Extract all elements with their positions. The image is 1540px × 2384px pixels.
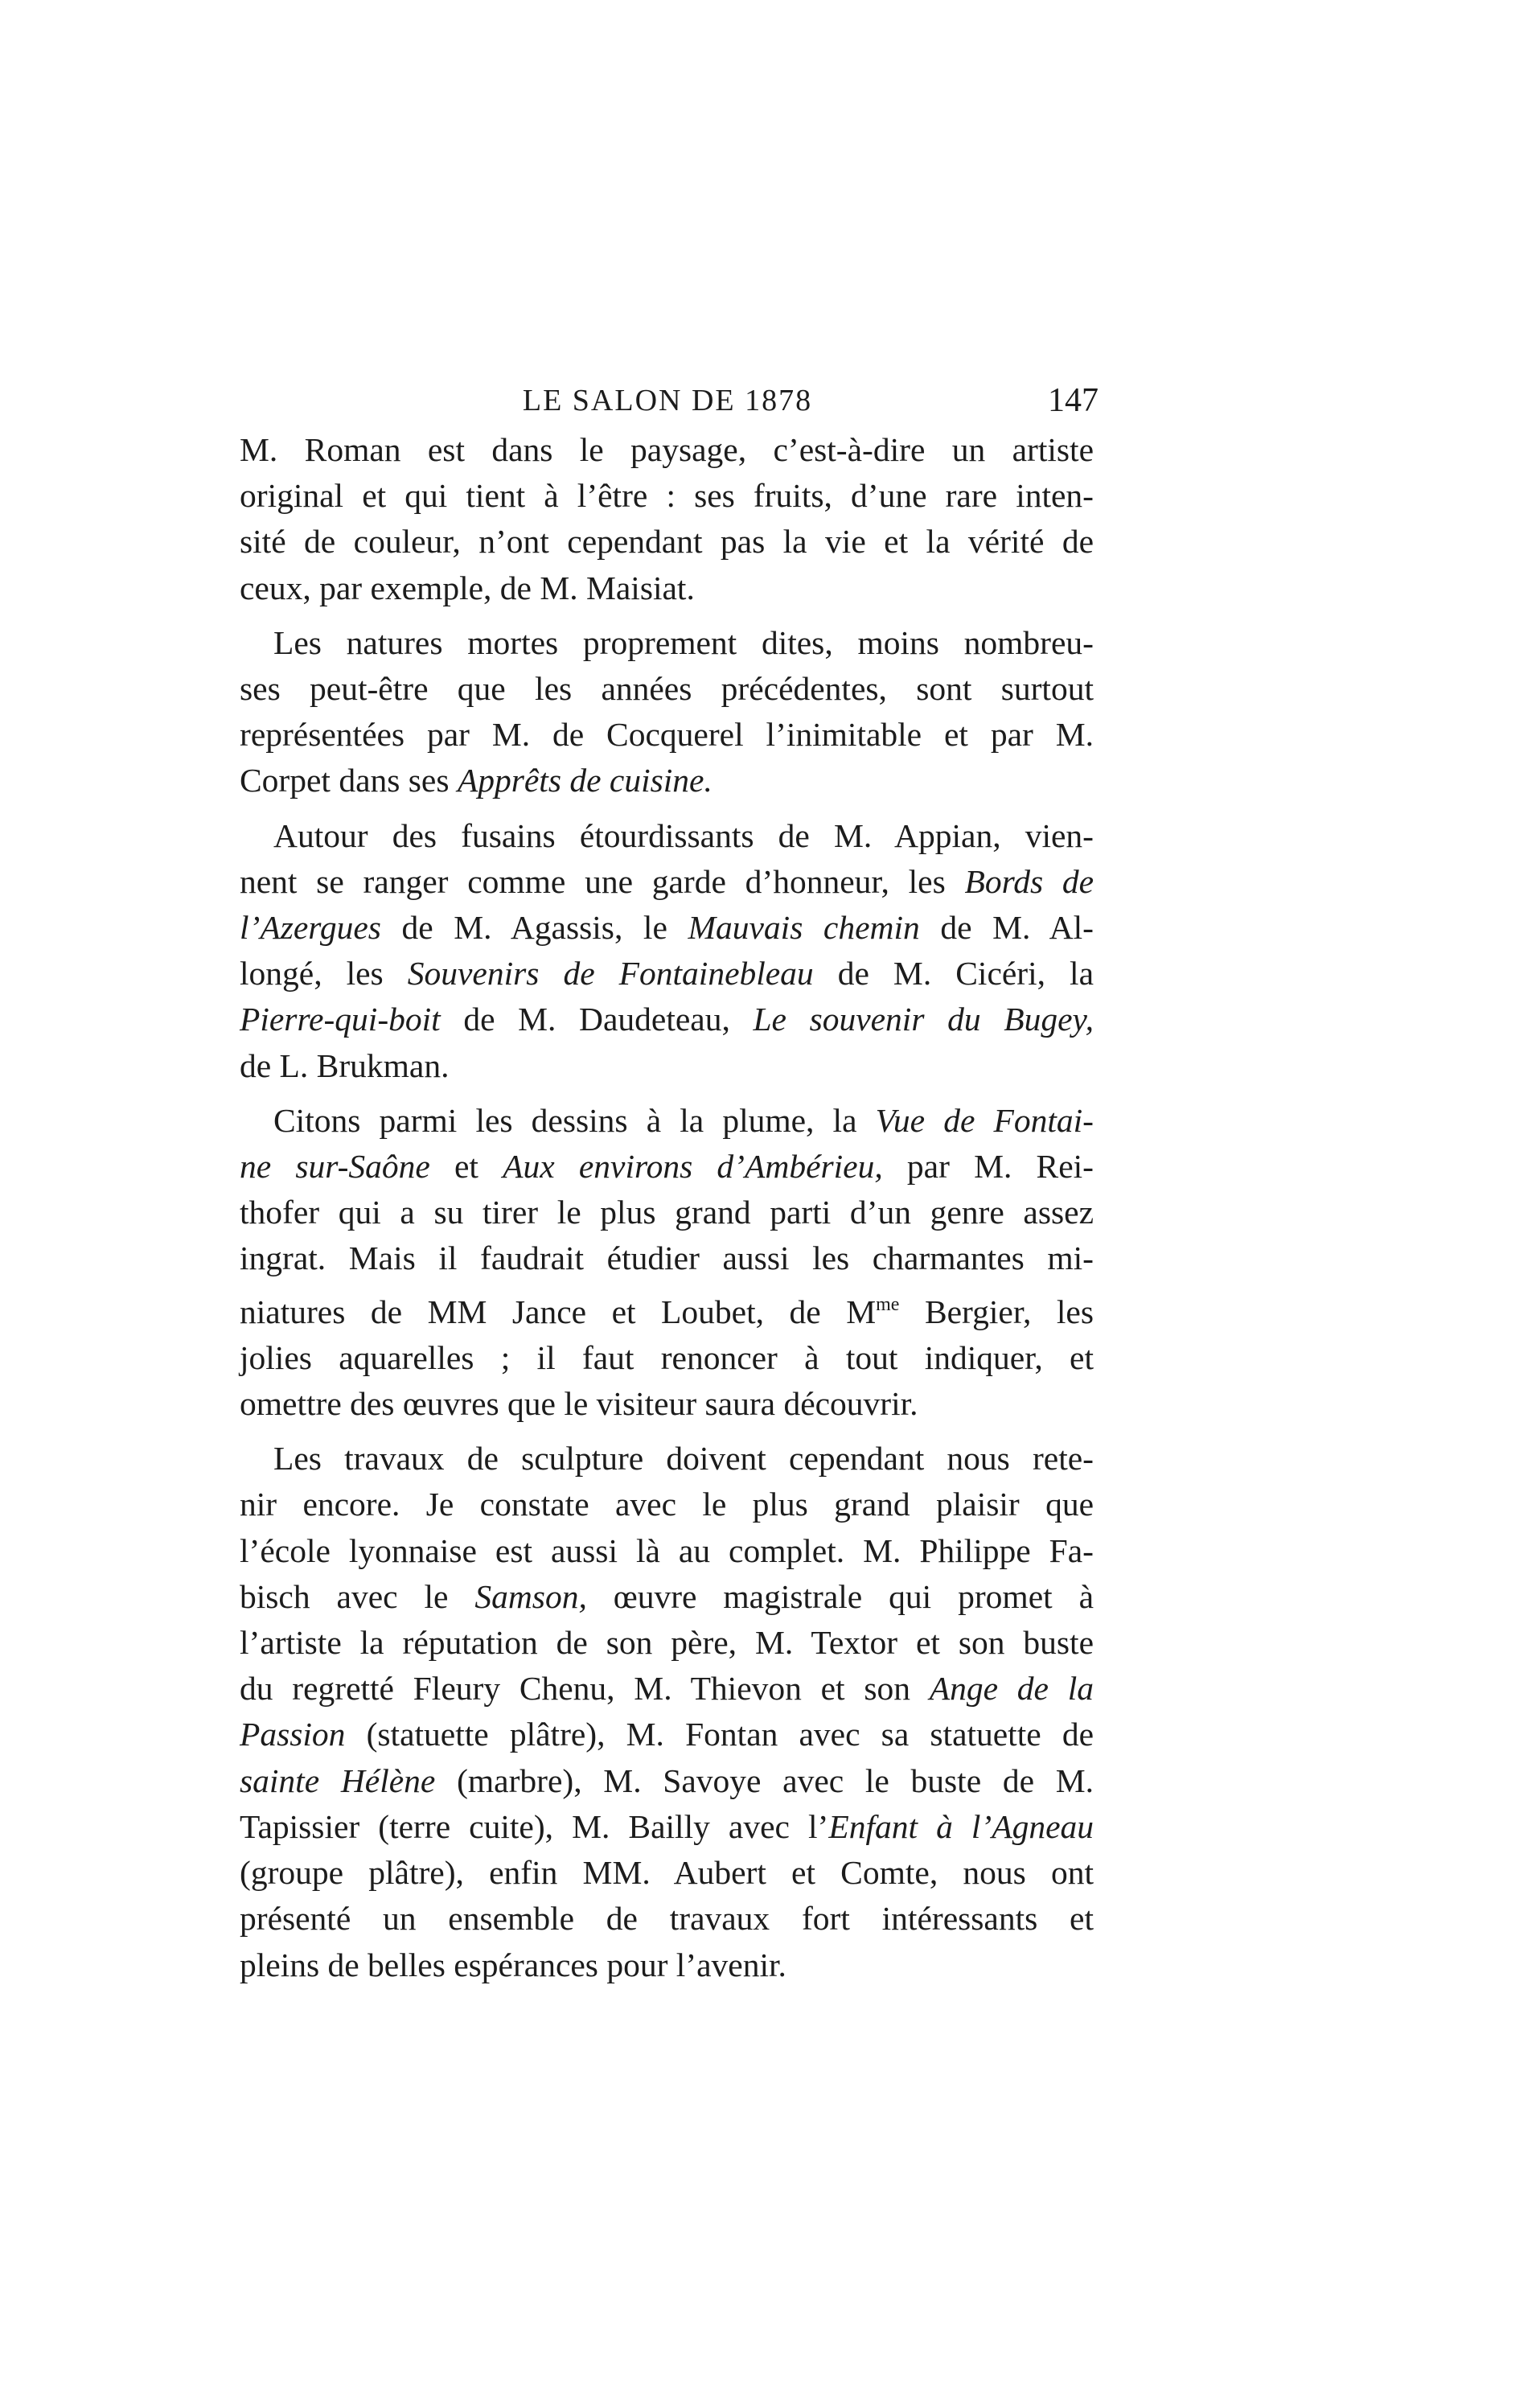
body-text (240, 427, 1094, 1997)
text-run: M. Roman est dans le paysage, c’est-à-dire un artiste (240, 431, 1094, 468)
text-run: nir encore. Je constate avec le plus grand plaisir que (240, 1486, 1094, 1523)
text-run: du regretté Fleury Chenu, M. Thievon et son (240, 1670, 930, 1708)
text-line (240, 813, 1094, 859)
text-line (240, 1436, 1094, 1482)
text-run: l’artiste la réputation de son père, M. Textor et son buste (240, 1624, 1094, 1662)
paragraph (240, 427, 1094, 611)
text-run: de M. Al- (919, 909, 1094, 947)
text-line (240, 712, 1094, 758)
text-line (240, 1896, 1094, 1942)
text-run: Corpet dans ses (240, 762, 458, 799)
page-number: 147 (1048, 382, 1099, 419)
text-line (240, 666, 1094, 712)
text-run: représentées par M. de Cocquerel l’inimitable et par M. (240, 716, 1094, 754)
italic-title: Mauvais chemin (688, 909, 920, 947)
text-run: bisch avec le (240, 1577, 475, 1615)
text-line (240, 1666, 1094, 1712)
italic-title: Souvenirs de Fontainebleau (407, 955, 814, 993)
text-line (240, 1850, 1094, 1896)
text-line (240, 620, 1094, 666)
text-line (240, 1804, 1094, 1850)
text-run: par M. Rei- (882, 1148, 1094, 1186)
text-run: œuvre magistrale qui promet à (586, 1577, 1094, 1615)
text-line (240, 427, 1094, 473)
text-run: (groupe plâtre), enfin MM. Aubert et Comte, nous ont (240, 1854, 1094, 1892)
text-run: jolies aquarelles ; il faut renoncer à tout indiquer, et (240, 1338, 1094, 1376)
text-run: Tapissier (terre cuite), M. Bailly avec l’ (240, 1807, 829, 1845)
text-line (240, 1098, 1094, 1144)
text-line (240, 473, 1094, 519)
text-line (240, 1942, 1094, 1988)
text-run: omettre des œuvres que le visiteur saura découvrir. (240, 1385, 918, 1423)
text-run: et (429, 1148, 503, 1186)
text-run: nent se ranger comme une garde d’honneur, les (240, 862, 965, 900)
text-run: de M. Cicéri, la (813, 955, 1094, 993)
italic-title: Vue de Fontai- (875, 1101, 1094, 1139)
text-run: thofer qui a su tirer le plus grand parti d’un genre assez (240, 1194, 1094, 1231)
text-run: l’école lyonnaise est aussi là au complet. M. Philippe Fa- (240, 1531, 1094, 1569)
text-line (240, 1574, 1094, 1620)
text-run: Bergier, les (899, 1293, 1094, 1330)
text-run: Autour des fusains étourdissants de M. Appian, vien- (273, 816, 1094, 854)
text-line (240, 1482, 1094, 1527)
text-line (240, 1620, 1094, 1666)
italic-title: Aux environs d’Ambérieu, (503, 1148, 883, 1186)
italic-title: sainte Hélène (240, 1761, 436, 1799)
text-line (240, 905, 1094, 951)
text-run: présenté un ensemble de travaux fort intéressants et (240, 1900, 1094, 1938)
text-run: Citons parmi les dessins à la plume, la (273, 1101, 876, 1139)
text-line (240, 758, 1094, 804)
text-line (240, 997, 1094, 1042)
italic-title: Bords de (964, 862, 1094, 900)
text-run: de M. Agassis, le (380, 909, 688, 947)
text-run: de L. Brukman. (240, 1046, 450, 1084)
text-line (240, 1043, 1094, 1089)
text-run: sité de couleur, n’ont cependant pas la vie et la vérité de (240, 523, 1094, 561)
italic-title: Ange de la (929, 1670, 1094, 1708)
text-run: niatures de MM Jance et Loubet, de M (240, 1293, 877, 1330)
paragraph (240, 620, 1094, 804)
text-line (240, 519, 1094, 565)
paragraph (240, 1436, 1094, 1987)
running-head (241, 376, 1099, 425)
text-run: longé, les (240, 955, 408, 993)
italic-title: ne sur-Saône (240, 1148, 430, 1186)
paragraph (240, 813, 1094, 1089)
text-line (240, 1712, 1094, 1757)
italic-title: Le souvenir du Bugey, (753, 1001, 1094, 1038)
text-run: original et qui tient à l’être : ses fruits, d’une rare inten- (240, 477, 1094, 515)
text-run: ceux, par exemple, de M. Maisiat. (240, 569, 695, 606)
text-run: (marbre), M. Savoye avec le buste de M. (435, 1761, 1094, 1799)
italic-title: Passion (240, 1716, 346, 1753)
text-line (240, 1190, 1094, 1235)
text-run: de M. Daudeteau, (440, 1001, 754, 1038)
text-line (240, 1381, 1094, 1427)
italic-title: Pierre-qui-boit (240, 1001, 441, 1038)
text-line (240, 859, 1094, 905)
text-line (240, 1335, 1094, 1381)
running-title: LE SALON DE 1878 (522, 384, 813, 417)
text-line (240, 1144, 1094, 1190)
italic-title: Apprêts de cuisine. (457, 762, 713, 799)
text-run: Les natures mortes proprement dites, moins nombreu- (273, 623, 1094, 661)
text-run: (statuette plâtre), M. Fontan avec sa statuette de (345, 1716, 1094, 1753)
text-line (240, 1758, 1094, 1804)
superscript: me (876, 1293, 900, 1315)
text-line (240, 951, 1094, 997)
text-line (240, 1528, 1094, 1574)
text-line (240, 565, 1094, 611)
text-run: ingrat. Mais il faudrait étudier aussi les charmantes mi- (240, 1239, 1094, 1277)
text-line (240, 1235, 1094, 1281)
text-line (240, 1282, 1094, 1335)
italic-title: l’Azergues (240, 909, 381, 947)
italic-title: Samson, (474, 1577, 587, 1615)
paragraph (240, 1098, 1094, 1427)
italic-title: Enfant à l’Agneau (828, 1807, 1094, 1845)
text-run: ses peut-être que les années précédentes, sont surtout (240, 670, 1094, 708)
text-run: pleins de belles espérances pour l’avenir. (240, 1946, 786, 1983)
text-run: Les travaux de sculpture doivent cependant nous rete- (273, 1440, 1094, 1478)
